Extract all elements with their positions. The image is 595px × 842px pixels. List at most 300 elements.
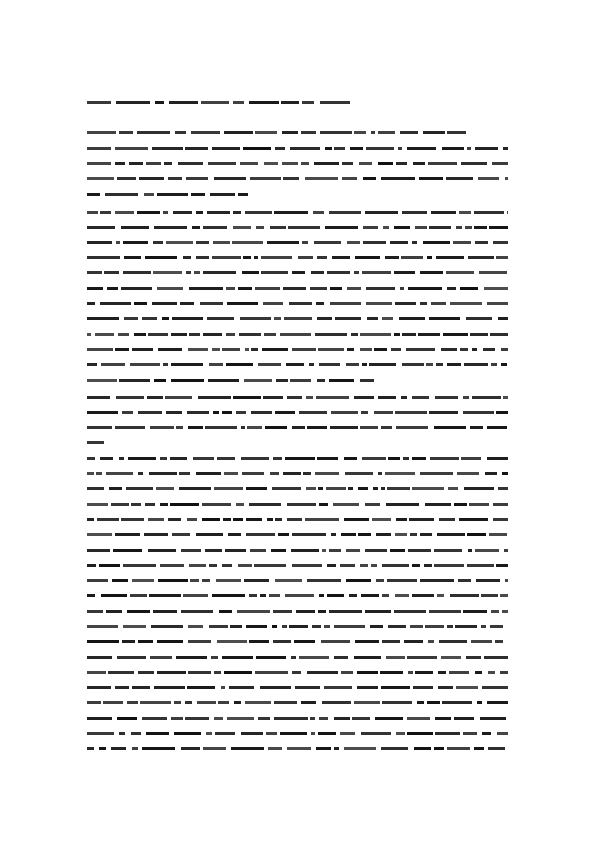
text-word <box>124 317 138 320</box>
text-word <box>299 411 327 414</box>
text-word <box>127 610 150 613</box>
text-word <box>504 549 508 552</box>
text-word <box>435 396 458 399</box>
text-word <box>481 594 498 597</box>
text-word <box>163 211 168 214</box>
text-word <box>272 487 301 490</box>
text-word <box>413 686 433 689</box>
text-word <box>138 411 162 414</box>
text-word <box>296 610 315 613</box>
text-word <box>224 671 252 674</box>
text-word <box>410 625 423 628</box>
text-word <box>466 656 481 659</box>
text-word <box>227 302 258 305</box>
text-word <box>331 533 336 536</box>
text-word <box>231 747 264 750</box>
text-word <box>207 211 230 214</box>
text-word <box>171 333 187 336</box>
text-word <box>128 457 156 460</box>
text-word <box>154 686 185 689</box>
text-word <box>310 717 315 720</box>
text-word <box>401 396 407 399</box>
text-word <box>470 333 488 336</box>
text-word <box>188 625 203 628</box>
text-word <box>87 177 114 180</box>
text-word <box>450 302 482 305</box>
text-word <box>134 333 146 336</box>
text-word <box>334 717 350 720</box>
text-word <box>255 671 288 674</box>
text-word <box>357 671 378 674</box>
text-word <box>87 441 104 444</box>
text-word <box>172 533 190 536</box>
text-word <box>189 564 206 567</box>
text-word <box>357 686 378 689</box>
text-word <box>210 193 235 196</box>
text-word <box>382 564 409 567</box>
text-word <box>457 472 479 475</box>
text-word <box>446 271 474 274</box>
text-word <box>360 379 374 382</box>
text-word <box>202 579 210 582</box>
text-word <box>254 564 286 567</box>
text-word <box>275 411 295 414</box>
text-word <box>123 271 151 274</box>
text-word <box>115 147 148 150</box>
text-word <box>381 686 410 689</box>
text-word <box>271 549 286 552</box>
text-word <box>335 317 361 320</box>
text-word <box>250 177 281 180</box>
text-word <box>330 426 358 429</box>
text-word <box>113 549 142 552</box>
text-word <box>471 640 492 643</box>
text-word <box>507 211 508 214</box>
text-word <box>423 131 445 134</box>
text-word <box>217 640 247 643</box>
text-word <box>219 610 232 613</box>
text-word <box>165 396 192 399</box>
text-word <box>244 379 272 382</box>
text-word <box>194 271 200 274</box>
text-word <box>160 564 184 567</box>
text-word <box>223 518 231 521</box>
text-word <box>87 426 112 429</box>
text-word <box>188 671 211 674</box>
text-word <box>188 640 211 643</box>
text-word <box>119 131 133 134</box>
text-word <box>127 701 138 704</box>
text-word <box>366 287 395 290</box>
text-word <box>361 732 391 735</box>
text-word <box>87 579 108 582</box>
text-word <box>238 564 252 567</box>
text-word <box>366 147 394 150</box>
text-word <box>144 193 154 196</box>
text-word <box>355 256 380 259</box>
text-word <box>382 594 389 597</box>
text-word <box>221 686 225 689</box>
text-word <box>461 457 481 460</box>
text-word <box>214 177 246 180</box>
text-word <box>484 656 508 659</box>
text-word <box>265 426 287 429</box>
text-word <box>115 348 129 351</box>
text-word <box>233 396 261 399</box>
text-word <box>458 579 471 582</box>
text-word <box>87 503 108 506</box>
text-word <box>371 564 377 567</box>
text-word <box>171 363 203 366</box>
text-word <box>428 162 457 165</box>
text-word <box>142 747 175 750</box>
text-word <box>185 717 209 720</box>
text-word <box>477 701 482 704</box>
text-word <box>276 379 288 382</box>
text-word <box>208 379 239 382</box>
text-word <box>191 193 205 196</box>
text-word <box>329 610 362 613</box>
text-word <box>145 256 177 259</box>
text-word <box>87 717 112 720</box>
text-word <box>168 518 181 521</box>
text-word <box>381 177 415 180</box>
text-word <box>148 549 176 552</box>
text-word <box>429 226 451 229</box>
text-word <box>479 271 507 274</box>
text-word <box>142 317 157 320</box>
text-word <box>354 701 380 704</box>
text-word <box>427 256 432 259</box>
text-word <box>420 302 427 305</box>
text-word <box>345 472 373 475</box>
text-word <box>388 625 406 628</box>
text-word <box>318 610 326 613</box>
text-word <box>188 348 208 351</box>
text-word <box>213 241 230 244</box>
text-word <box>505 579 508 582</box>
text-word <box>324 686 352 689</box>
text-word <box>360 426 378 429</box>
text-word <box>249 101 279 104</box>
text-word <box>333 503 359 506</box>
text-word <box>267 518 273 521</box>
text-word <box>346 579 371 582</box>
text-word <box>319 717 328 720</box>
text-word <box>154 379 166 382</box>
text-word <box>475 147 498 150</box>
text-word <box>317 256 327 259</box>
text-word <box>137 131 170 134</box>
text-word <box>188 426 203 429</box>
text-word <box>470 426 483 429</box>
text-word <box>262 348 288 351</box>
text-word <box>482 686 508 689</box>
text-word <box>107 287 118 290</box>
text-word <box>119 732 125 735</box>
text-word <box>315 333 347 336</box>
text-word <box>87 211 98 214</box>
text-word <box>233 518 243 521</box>
text-word <box>295 686 320 689</box>
text-word <box>258 717 270 720</box>
text-word <box>351 333 358 336</box>
text-word <box>193 457 214 460</box>
text-word <box>387 579 417 582</box>
text-word <box>447 363 461 366</box>
text-word <box>310 287 327 290</box>
text-word <box>429 411 458 414</box>
text-word <box>290 147 320 150</box>
text-word <box>170 503 199 506</box>
text-word <box>424 564 432 567</box>
text-word <box>233 211 241 214</box>
text-word <box>352 717 370 720</box>
text-word <box>87 472 94 475</box>
text-word <box>149 472 177 475</box>
text-word <box>274 717 308 720</box>
text-word <box>306 487 316 490</box>
text-word <box>249 594 257 597</box>
text-word <box>268 747 282 750</box>
text-word <box>361 594 379 597</box>
text-word <box>407 656 437 659</box>
text-word <box>431 211 456 214</box>
text-word <box>412 487 444 490</box>
text-word <box>497 732 508 735</box>
text-word <box>390 549 405 552</box>
text-word <box>425 625 444 628</box>
text-word <box>196 533 223 536</box>
text-word <box>374 348 387 351</box>
text-word <box>283 287 306 290</box>
text-word <box>123 241 148 244</box>
text-word <box>225 549 246 552</box>
text-word <box>147 396 163 399</box>
text-word <box>394 271 415 274</box>
text-word <box>456 686 478 689</box>
text-word <box>387 487 410 490</box>
text-word <box>350 147 363 150</box>
text-word <box>404 640 423 643</box>
text-word <box>292 426 305 429</box>
text-word <box>396 518 407 521</box>
text-word <box>334 747 339 750</box>
text-word <box>334 625 365 628</box>
text-word <box>435 732 460 735</box>
text-word <box>87 241 112 244</box>
text-word <box>436 363 443 366</box>
text-word <box>87 348 113 351</box>
text-word <box>407 732 433 735</box>
text-word <box>160 503 168 506</box>
text-word <box>87 256 120 259</box>
text-word <box>354 131 366 134</box>
text-word <box>138 640 153 643</box>
text-word <box>438 686 453 689</box>
text-word <box>166 241 193 244</box>
text-word <box>378 131 395 134</box>
text-word <box>222 348 240 351</box>
text-word <box>229 686 254 689</box>
text-word <box>344 457 357 460</box>
text-word <box>249 640 269 643</box>
text-word <box>450 594 479 597</box>
text-word <box>371 131 375 134</box>
text-word <box>459 211 471 214</box>
text-word <box>500 594 508 597</box>
text-word <box>246 487 267 490</box>
text-word <box>302 241 308 244</box>
text-word <box>226 287 235 290</box>
text-word <box>370 625 383 628</box>
text-word <box>303 472 311 475</box>
text-word <box>87 333 91 336</box>
text-word <box>431 302 446 305</box>
text-word <box>196 211 203 214</box>
text-word <box>401 256 423 259</box>
text-word <box>395 302 416 305</box>
text-word <box>260 686 291 689</box>
text-word <box>172 317 203 320</box>
text-word <box>214 487 243 490</box>
text-word <box>272 625 277 628</box>
text-word <box>215 732 235 735</box>
text-word <box>412 396 429 399</box>
text-word <box>233 101 244 104</box>
text-word <box>264 333 276 336</box>
text-word <box>185 147 208 150</box>
text-word <box>260 594 266 597</box>
text-word <box>103 701 123 704</box>
text-word <box>179 487 211 490</box>
text-word <box>106 472 133 475</box>
text-word <box>245 348 249 351</box>
text-word <box>461 162 487 165</box>
text-word <box>205 426 237 429</box>
text-word <box>222 411 232 414</box>
text-word <box>319 594 324 597</box>
text-word <box>185 701 192 704</box>
text-word <box>485 472 497 475</box>
text-word <box>178 162 203 165</box>
text-word <box>175 131 186 134</box>
text-word <box>157 671 186 674</box>
text-word <box>118 333 129 336</box>
text-word <box>183 594 208 597</box>
text-word <box>190 579 199 582</box>
text-word <box>153 241 163 244</box>
text-word <box>157 193 188 196</box>
text-word <box>87 610 103 613</box>
text-word <box>112 579 128 582</box>
text-word <box>255 287 280 290</box>
text-word <box>354 396 374 399</box>
text-word <box>234 701 241 704</box>
text-word <box>222 564 232 567</box>
text-word <box>242 271 259 274</box>
text-word <box>318 348 344 351</box>
text-word <box>131 732 141 735</box>
text-word <box>407 147 436 150</box>
text-word <box>495 640 503 643</box>
text-word <box>360 564 368 567</box>
text-word <box>189 333 200 336</box>
text-word <box>87 396 110 399</box>
text-word <box>245 701 271 704</box>
text-word <box>463 411 494 414</box>
text-word <box>132 686 150 689</box>
text-word <box>434 564 464 567</box>
text-word <box>489 533 507 536</box>
text-word <box>488 747 505 750</box>
text-word <box>415 226 427 229</box>
text-word <box>87 640 119 643</box>
text-word <box>287 503 316 506</box>
text-word <box>115 211 134 214</box>
text-word <box>132 348 153 351</box>
text-word <box>365 503 380 506</box>
text-word <box>158 579 188 582</box>
text-word <box>502 610 508 613</box>
text-word <box>420 533 432 536</box>
text-word <box>474 747 484 750</box>
text-word <box>119 457 124 460</box>
text-word <box>108 671 134 674</box>
text-word <box>492 162 508 165</box>
text-word <box>288 226 320 229</box>
text-word <box>224 472 238 475</box>
text-word <box>325 226 358 229</box>
text-word <box>186 271 191 274</box>
text-word <box>132 579 154 582</box>
text-word <box>342 162 353 165</box>
text-word <box>145 503 155 506</box>
text-word <box>349 594 357 597</box>
text-word <box>166 411 182 414</box>
text-word <box>144 533 168 536</box>
text-word <box>115 533 140 536</box>
text-word <box>87 147 111 150</box>
text-word <box>481 625 486 628</box>
text-word <box>390 241 408 244</box>
text-word <box>311 271 324 274</box>
text-word <box>388 457 400 460</box>
text-word <box>367 317 378 320</box>
text-word <box>226 363 253 366</box>
text-word <box>417 701 424 704</box>
text-word <box>203 271 236 274</box>
text-word <box>87 625 118 628</box>
text-word <box>330 302 361 305</box>
text-word <box>454 503 467 506</box>
text-word <box>447 747 470 750</box>
text-word <box>434 549 462 552</box>
text-word <box>467 147 471 150</box>
text-word <box>322 701 351 704</box>
text-word <box>493 518 508 521</box>
text-word <box>360 333 391 336</box>
text-word <box>307 579 341 582</box>
text-word <box>200 302 223 305</box>
text-word <box>505 177 508 180</box>
text-word <box>403 457 409 460</box>
text-word <box>289 625 308 628</box>
text-word <box>157 640 183 643</box>
text-word <box>348 487 353 490</box>
text-word <box>202 518 220 521</box>
text-word <box>412 594 434 597</box>
